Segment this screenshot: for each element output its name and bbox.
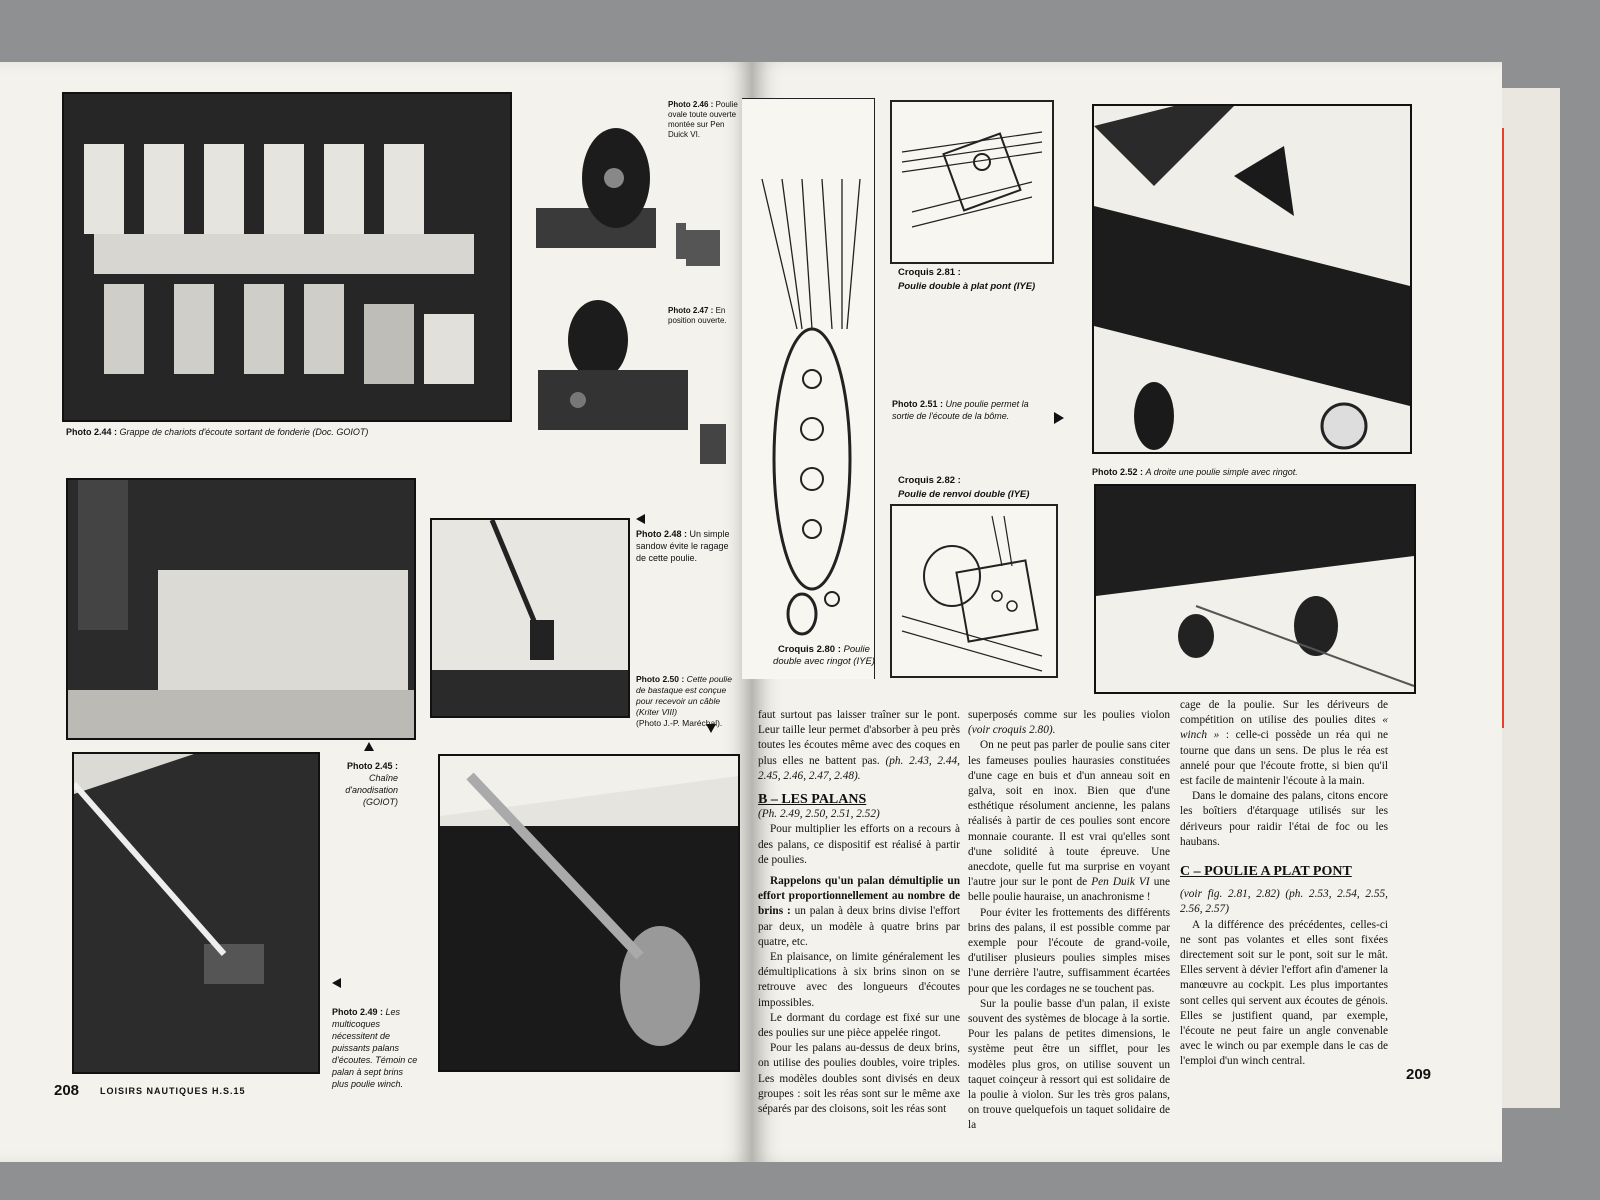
photo-2-52	[1092, 104, 1412, 454]
caption-photo-2-49: Photo 2.49 : Les multicoques nécessitent de puissants palans d'écoutes. Témoin ce palan à sept brins plus poulie winch.	[332, 1007, 418, 1089]
section-heading-palans: B – LES PALANS	[758, 792, 867, 808]
text-column-1: faut surtout pas laisser traîner sur le pont. Leur taille leur permet d'absorber à peu près toutes les écoutes même avec des coques en plus elles ne battent pas. (ph. 2.43, 2.44, 2.45, 2.46, 2.47, 2.48). B – LES PALANS (Ph. 2.49, 2.50, 2.51, 2.52) Pour multiplier les efforts on a recours à des palans, ce dispositif est réalisé à partir de poulies. Rappelons qu'un palan démultiplie un effort proportionnellement au nombre de brins : un palan à deux brins divise l'effort par deux, un modèle à quatre brins par quatre, etc. En plaisance, on limite généralement les démultiplications à six brins sinon on se retrouve avec des longueurs d'écoutes impossibles. Le dormant du cordage est fixé sur une des poulies sur une pièce appelée ringot. Pour les palans au-dessus de deux brins, on utilise des poulies doubles, voire triples. Les modèles doubles sont divisés en deux groupes : soit les réas sont sur le même axe séparés par des cloisons, soit les réas sont	[758, 709, 960, 1116]
caption-photo-2-51: Photo 2.51 : Une poulie permet la sortie de l'écoute de la bôme.	[892, 399, 1029, 421]
photo-2-49	[72, 752, 320, 1074]
flat-deck-block-drawing	[892, 102, 1052, 262]
caption-photo-2-45: Photo 2.45 : Chaîne d'anodisation (GOIOT)	[345, 761, 398, 807]
photo-2-51	[1094, 484, 1416, 694]
section-ref-palans: (Ph. 2.49, 2.50, 2.51, 2.52)	[758, 808, 880, 821]
text-column-3: cage de la poulie. Sur les dériveurs de compétition on utilise des poulies dites « winch » : celle-ci possède un réa qui ne tourne que dans un sens. De plus le réa est annelé pour que l'écoute frotte, si bien qu'il est facile de maintenir l'écoute à la main. Dans le domaine des palans, citons encore les boîtiers d'étarquage utilisés sur les dériveurs pour raidir l'étai de foc ou les haubans. C – POULIE A PLAT PONT (voir fig. 2.81, 2.82) (ph. 2.53, 2.54, 2.55, 2.56, 2.57) A la différence des précédentes, celles-ci ne sont pas volantes et elles sont fixées directement soit sur le pont, soit sur le mât. Elles servent à dévier l'effort afin d'amener la manœuvre au cockpit. Les plus importantes sont celles qui servent aux écoutes de génois. Elles se justifient quand, par exemple, l'écoute ne peut faire un angle convenable avec le winch ou par exemple dans le cas de l'emploi d'un winch central.	[1180, 699, 1388, 1068]
caption-photo-2-48: Photo 2.48 : Un simple sandow évite le ragage de cette poulie.	[636, 529, 730, 563]
caption-photo-2-44: Photo 2.44 : Grappe de chariots d'écoute sortant de fonderie (Doc. GOIOT)	[66, 427, 369, 437]
section-heading-plat-pont: C – POULIE A PLAT PONT	[1180, 864, 1352, 880]
caption-photo-2-50: Photo 2.50 : Cette poulie de bastaque est conçue pour recevoir un câble (Kriter VIII) (Photo J.-P. Maréchal).	[636, 674, 732, 728]
caption-croquis-2-80: Croquis 2.80 : Poulie double avec ringot (IYE)	[773, 644, 875, 667]
text-column-2: superposés comme sur les poulies violon (voir croquis 2.80). On ne peut pas parler de poulie sans citer les fameuses poulies haurasies constituées d'une cage en buis et d'un anneau soit en galva, soit en inox. Bien que d'une esthétique résolument ancienne, les palans réalisés à partir de ces poulies sont encore monnaie courante. Il est vrai qu'elles sont d'une solidité à toute épreuve. Une anecdote, quelle fut ma surprise en voyant l'autre jour sur le pont de Pen Duik VI une belle poulie hauraise, un anachronisme ! Pour éviter les frottements des différents brins des palans, il est possible comme par exemple pour l'écoute de grand-voile, d'utiliser plusieurs poulies simples mises l'une derrière l'autre, suffisamment écartées pour que les cordages ne se touchent pas. Sur la poulie basse d'un palan, il existe souvent des systèmes de blocage à la sortie. Pour les palans de petites dimensions, le système peut être un sifflet, pour les modèles plus gros, on utilise souvent un taquet coinçeur à ressort qui est solidaire de la poulie à violon. Sur les très gros palans, on trouve quelquefois un taquet solidaire de la	[968, 709, 1170, 1132]
caption-photo-2-46: Photo 2.46 : Poulie ovale toute ouverte montée sur Pen Duick VI.	[668, 100, 738, 139]
photo-2-44	[62, 92, 512, 422]
photo-2-46	[526, 108, 686, 268]
pointer-arrow-up-icon	[364, 742, 374, 751]
double-block-with-becket-drawing	[742, 99, 874, 639]
section-ref-plat-pont: (voir fig. 2.81, 2.82) (ph. 2.53, 2.54, 2.55, 2.56, 2.57)	[1180, 888, 1388, 916]
caption-croquis-2-81: Croquis 2.81 : Poulie double à plat pont (IYE)	[898, 267, 1036, 292]
cast-carriages-image	[64, 94, 510, 420]
caption-photo-2-52: Photo 2.52 : A droite une poulie simple avec ringot.	[1092, 467, 1298, 477]
page-stack-edge	[1500, 88, 1560, 1108]
sketch-2-80	[742, 98, 875, 679]
caption-photo-2-47: Photo 2.47 : En position ouverte.	[668, 306, 727, 325]
pointer-arrow-left-icon	[332, 978, 341, 988]
small-block-image	[686, 230, 720, 266]
small-block-image	[700, 424, 726, 464]
left-page-number: 208	[54, 1082, 80, 1099]
pointer-arrow-left-icon	[636, 514, 645, 524]
right-page-number: 209	[1406, 1066, 1432, 1083]
sketch-2-81	[890, 100, 1054, 264]
photo-2-45	[66, 478, 416, 740]
photo-2-50	[438, 754, 740, 1072]
sketch-2-82	[890, 504, 1058, 678]
pointer-arrow-right-icon	[1054, 412, 1064, 424]
double-turning-block-drawing	[892, 506, 1056, 676]
caption-croquis-2-82: Croquis 2.82 : Poulie de renvoi double (IYE)	[898, 475, 1030, 500]
left-page-footer: LOISIRS NAUTIQUES H.S.15	[100, 1086, 246, 1096]
photo-2-48	[430, 518, 630, 718]
pointer-arrow-down-icon	[706, 724, 716, 733]
